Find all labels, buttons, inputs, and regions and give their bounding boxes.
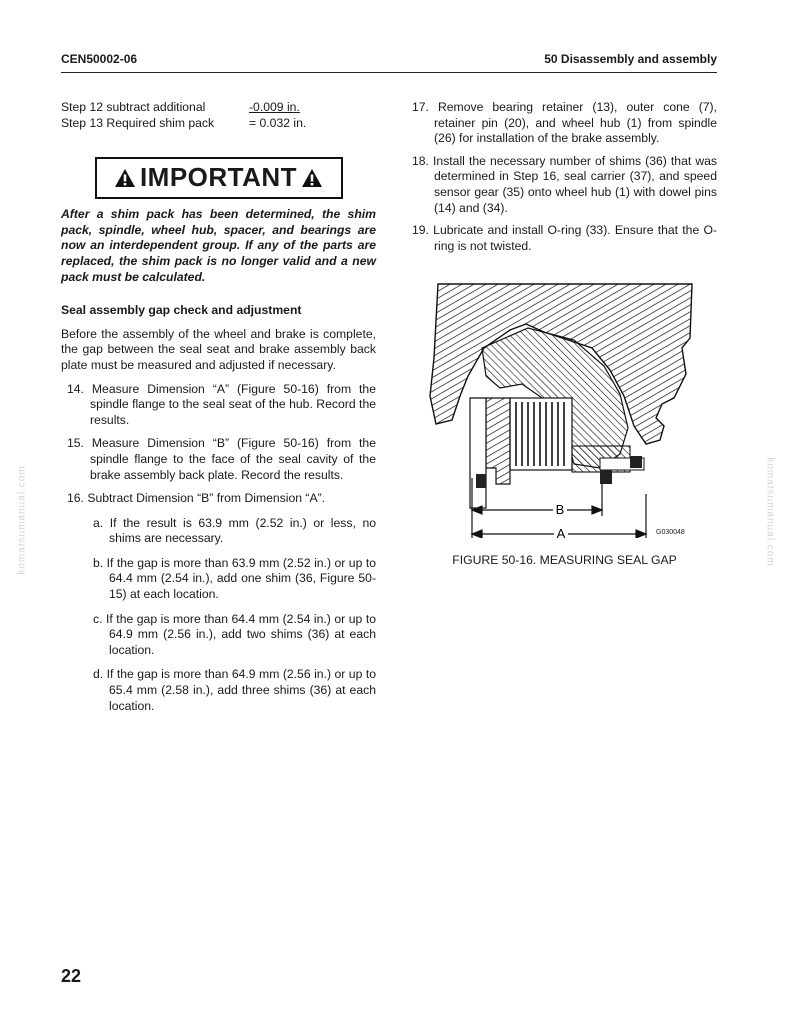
header-rule	[61, 72, 717, 73]
figure-caption: FIGURE 50-16. MEASURING SEAL GAP	[452, 553, 677, 567]
header-doc-code: CEN50002-06	[61, 52, 138, 66]
brake-back-plate	[486, 398, 510, 484]
sub-step-b: b. If the gap is more than 63.9 mm (2.52 in.) or up to 64.4 mm (2.54 in.), add one shim (36, Figure 50-15) at each location.	[93, 555, 376, 602]
sub-step-d: d. If the gap is more than 64.9 mm (2.56 in.) or up to 65.4 mm (2.58 in.), add three shims (36) at each location.	[93, 667, 376, 713]
step-12-label: Step 12 subtract additional	[61, 100, 206, 114]
brake-disc-pack	[510, 398, 572, 470]
important-note: After a shim pack has been determined, the shim pack, spindle, wheel hub, spacer, and bearings are now an interdependent group. If any of the parts are replaced, the shim pack is no longer valid and a new pack must be calculated.	[61, 207, 376, 284]
procedure-step-15: 15. Measure Dimension “B” (Figure 50-16) from the spindle flange to the face of the seal cavity of the brake assembly back plate. Record the results.	[67, 436, 376, 482]
watermark-left: komatsumanual.com	[16, 465, 28, 575]
section-heading: Seal assembly gap check and adjustment	[61, 303, 302, 318]
sub-step-a: a. If the result is 63.9 mm (2.52 in.) or less, no shims are necessary.	[93, 515, 376, 546]
warning-icon	[114, 168, 136, 188]
procedure-step-18: 18. Install the necessary number of shims (36) that was determined in Step 16, seal carrier (37), and speed sensor gear (35) onto wheel hub (1) with dowel pins (14) and (34).	[412, 153, 717, 215]
shim-calc-steps	[61, 100, 376, 131]
procedure-step-19: 19. Lubricate and install O-ring (33). Ensure that the O-ring is not twisted.	[412, 223, 717, 253]
header-section-title: 50 Disassembly and assembly	[544, 52, 717, 66]
sub-step-c: c. If the gap is more than 64.4 mm (2.54 in.) or up to 64.9 mm (2.56 in.), add two shims (36) at each location.	[93, 611, 376, 657]
important-label: IMPORTANT	[139, 162, 298, 193]
procedure-step-14: 14. Measure Dimension “A” (Figure 50-16) from the spindle flange to the seal seat of the hub. Record the results.	[67, 381, 376, 427]
warning-icon	[301, 168, 323, 188]
step-12-value: -0.009 in.	[249, 100, 300, 114]
step-13-value: = 0.032 in.	[249, 115, 307, 130]
important-banner	[95, 157, 343, 199]
step-13-label: Step 13 Required shim pack	[61, 115, 215, 130]
dimension-b-label: B	[555, 502, 565, 517]
page-number: 22	[61, 966, 82, 986]
procedure-step-16: 16. Subtract Dimension “B” from Dimension “A”.	[67, 491, 326, 506]
left-column	[61, 100, 376, 714]
dimension-a-label: A	[556, 526, 566, 538]
procedure-step-17: 17. Remove bearing retainer (13), outer cone (7), retainer pin (20), and wheel hub (1) from spindle (26) for installation of the brake assembly.	[412, 100, 717, 146]
watermark-right: komatsumanual.com	[764, 457, 776, 567]
section-intro: Before the assembly of the wheel and brake is complete, the gap between the seal seat and brake assembly back plate must be measured and adjusted if necessary.	[61, 326, 376, 372]
figure-id: G030048	[656, 529, 685, 536]
seal-gap-diagram	[424, 278, 706, 538]
right-column	[412, 100, 717, 261]
